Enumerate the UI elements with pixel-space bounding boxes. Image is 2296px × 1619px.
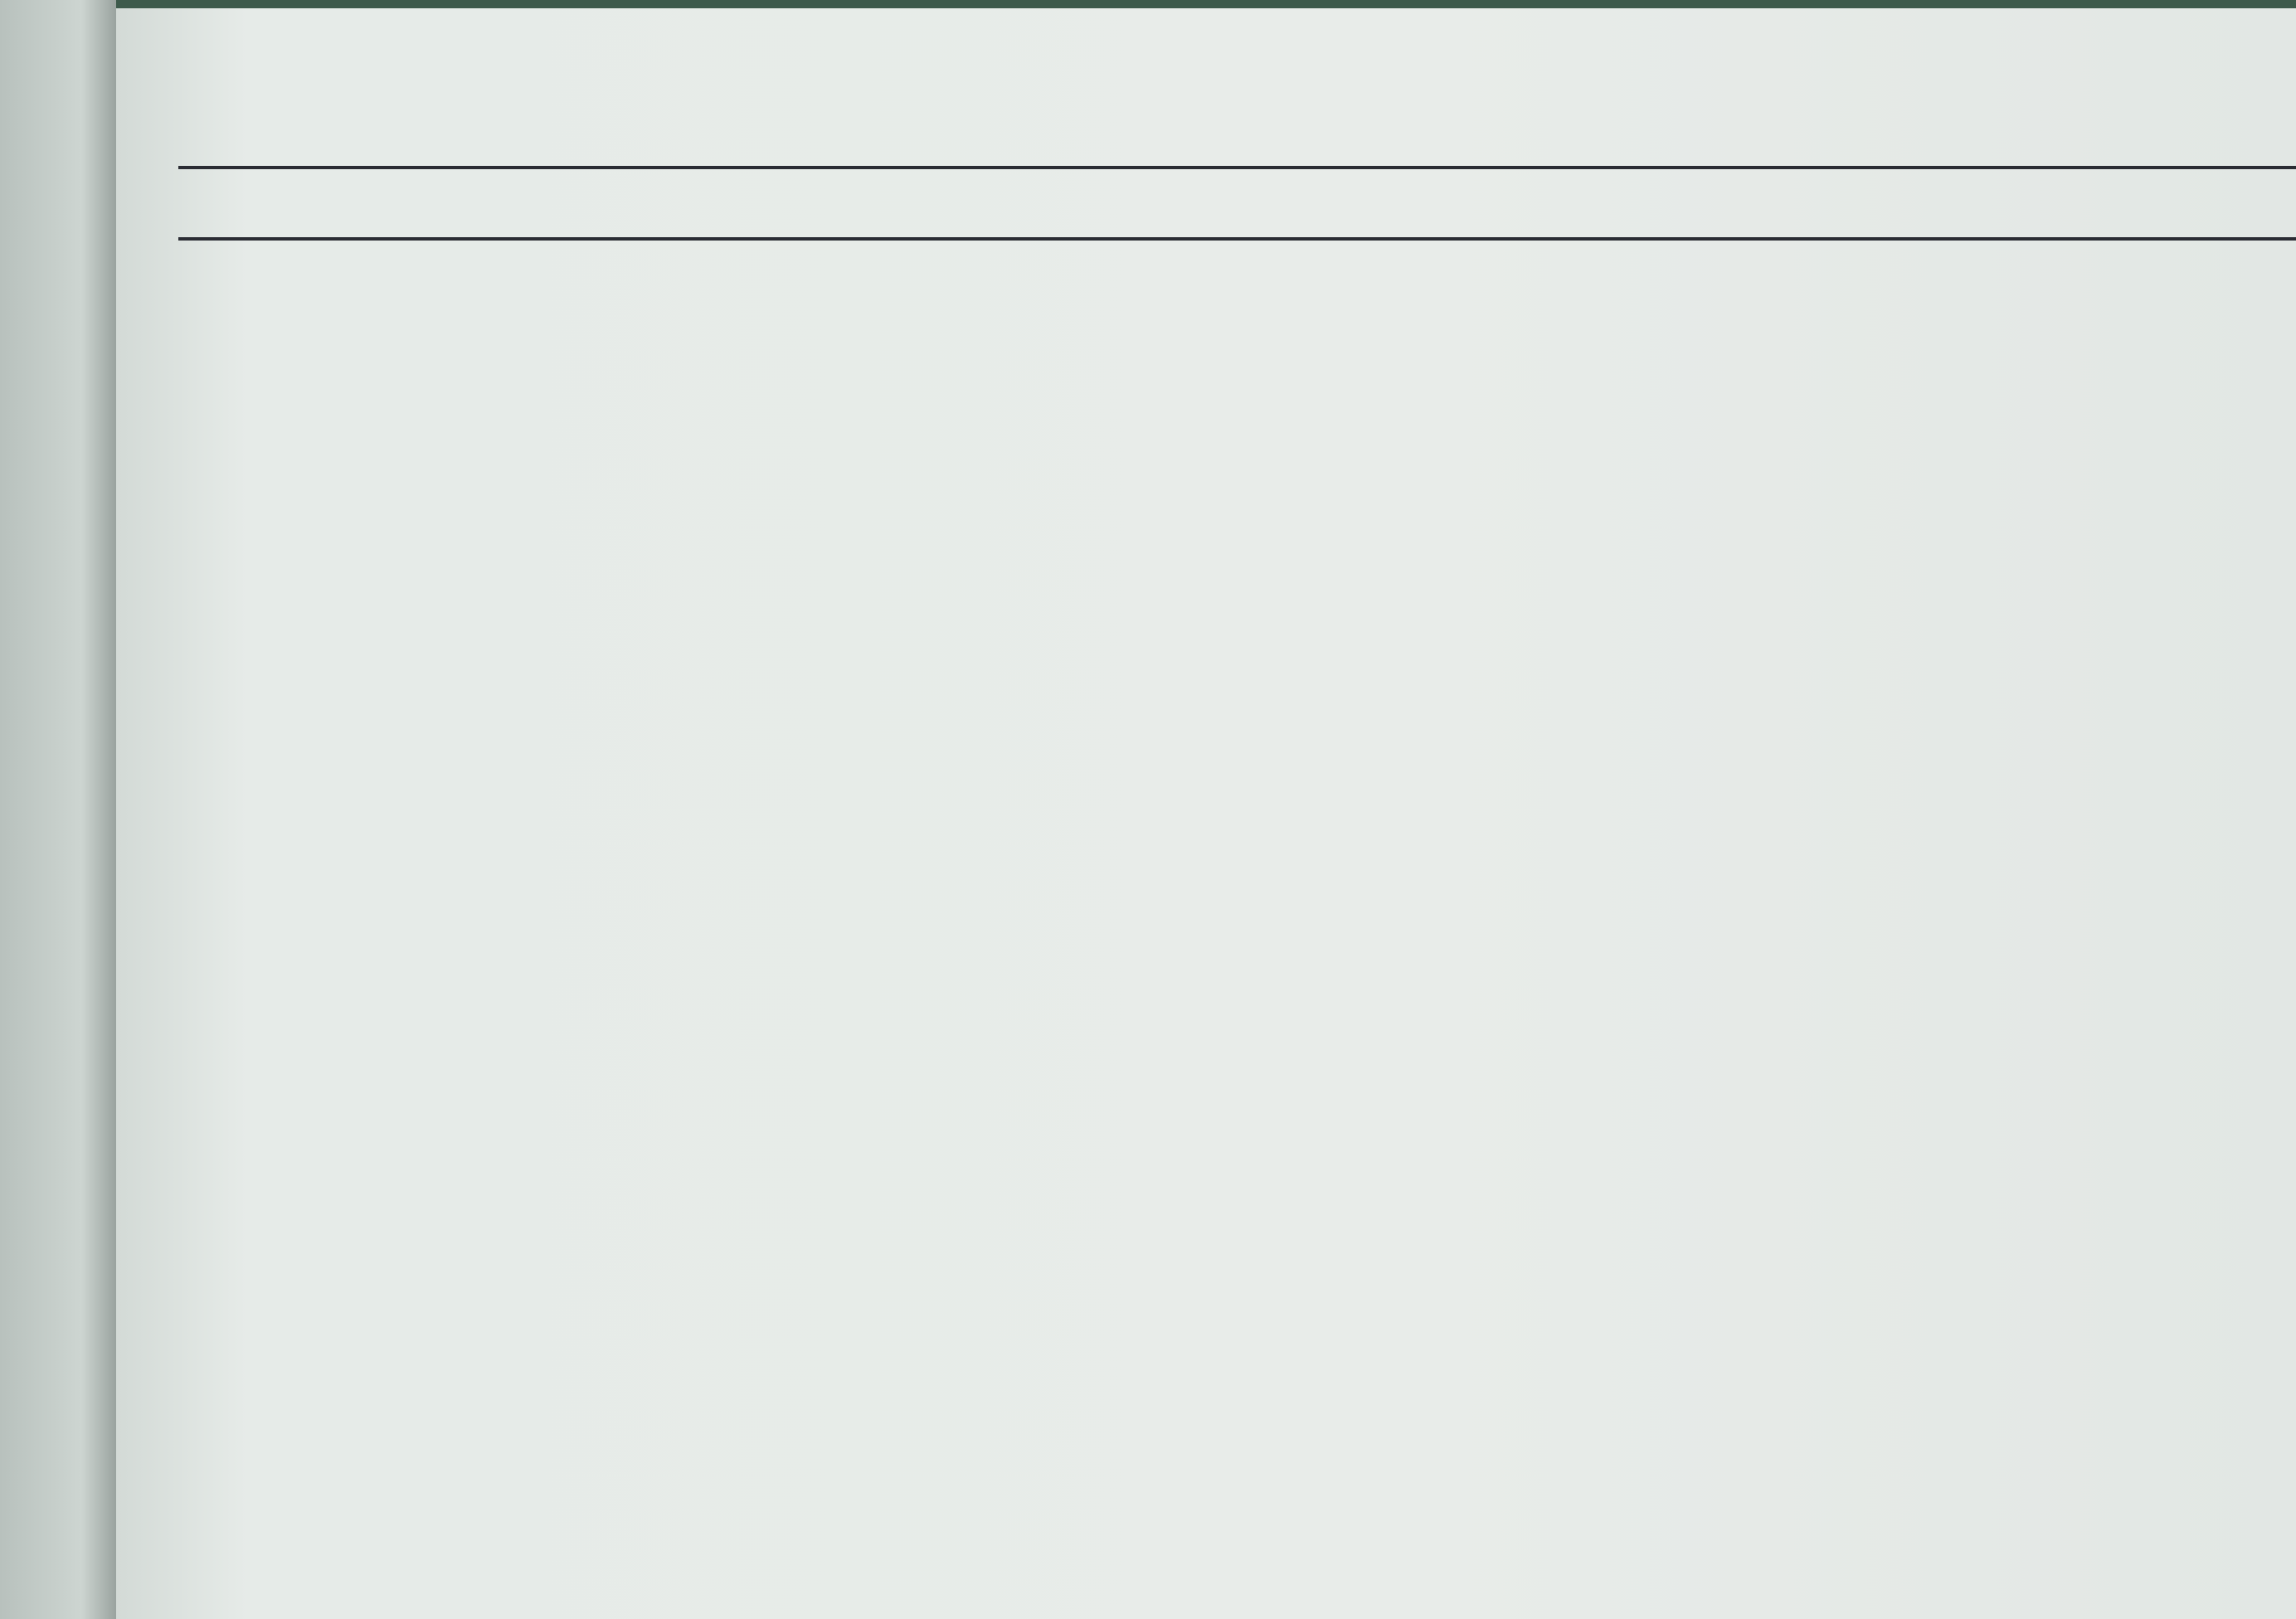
header-rule-bottom	[178, 237, 2296, 241]
header-rule-top	[178, 166, 2296, 169]
document-page	[116, 8, 2296, 1619]
left-page-edge	[0, 0, 116, 1619]
